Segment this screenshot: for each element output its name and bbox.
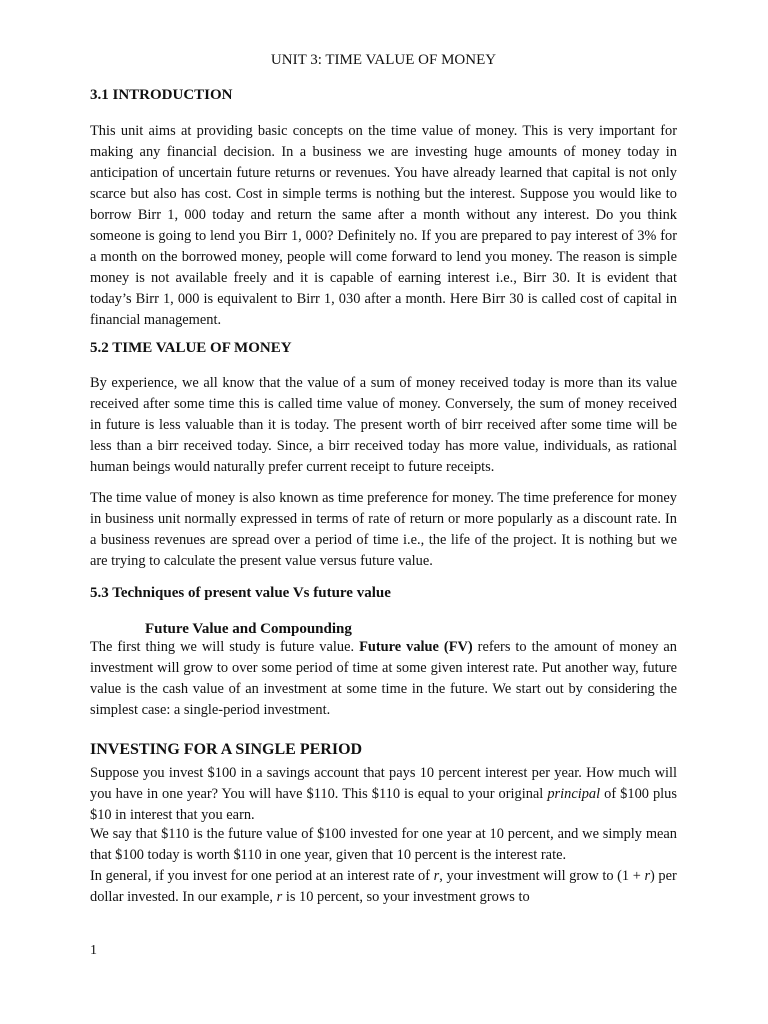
time-value-paragraph-1: By experience, we all know that the value of a sum of money received today is more than its value received after some time this is called time value of money. Conversely, the sum of money received in future is less valuable than it is today. The present worth of birr received after some time will be less than a birr received today. Since, a birr received today has more value, individuals, as rational human beings would naturally prefer current receipt to future receipts. [90, 375, 677, 475]
single-period-paragraph-2: We say that $110 is the future value of $100 invested for one year at 10 percent, and we simply mean that $100 today is worth $110 in one year, given that 10 percent is the interest rate. [90, 826, 677, 863]
page-number: 1 [90, 943, 97, 958]
document-title: UNIT 3: TIME VALUE OF MONEY [270, 52, 497, 68]
subheading-future-value: Future Value and Compounding [145, 621, 352, 637]
introduction-paragraph: This unit aims at providing basic concepts on the time value of money. This is very important for making any financial decision. In a business we are investing huge amounts of money today in anticipation of uncertain future returns or revenues. You have already learned that capital is not only scarce but also has cost. Cost in simple terms is nothing but the interest. Suppose you would like to borrow Birr 1, 000 today and return the same after a month without any interest. Do you think someone is going to lend you Birr 1, 000? Definitely no. If you are prepared to pay interest of 3% for a month on the borrowed money, people will come forward to lend you money. The reason is simple money is not available freely and it is capable of earning interest i.e., Birr 30. It is evident that today’s Birr 1, 000 is equivalent to Birr 1, 030 after a month. Here Birr 30 is called cost of capital in financial management. [90, 123, 677, 328]
section-heading-time-value: 5.2 TIME VALUE OF MONEY [90, 340, 292, 356]
single-period-text: of $100 plus $10 in interest that you earn. [90, 786, 677, 823]
future-value-lead-text: The first thing we will study is future value. [90, 639, 360, 655]
time-value-paragraph-2: The time value of money is also known as time preference for money. The time preference for money in business unit normally expressed in terms of rate of return or more popularly as a discount rate. In a business revenues are spread over a period of time i.e., the life of the project. It is nothing but we are trying to calculate the present value versus future value. [90, 490, 677, 569]
future-value-definition-text: refers to the amount of money an investment will grow to over some period of time at some given interest rate. Put another way, future value is the cash value of an investment at some time in the future. We start out by considering the simplest case: a single-period investment. [90, 639, 677, 718]
single-period-paragraph-3 [90, 866, 677, 908]
section-heading-introduction: 3.1 INTRODUCTION [90, 87, 233, 103]
single-period-text: ) per dollar invested. In our example, [90, 868, 677, 905]
rate-symbol: r [433, 868, 440, 884]
single-period-text: is 10 percent, so your investment grows to [282, 889, 530, 905]
rate-symbol: r [644, 868, 651, 884]
rate-symbol: r [276, 889, 283, 905]
section-heading-single-period: INVESTING FOR A SINGLE PERIOD [90, 741, 363, 758]
future-value-paragraph [90, 637, 677, 721]
single-period-text: In general, if you invest for one period at an interest rate of [90, 868, 434, 884]
section-heading-techniques: 5.3 Techniques of present value Vs future value [90, 585, 391, 601]
single-period-paragraph-1 [90, 763, 677, 826]
single-period-text: Suppose you invest $100 in a savings account that pays 10 percent interest per year. How much will you have in one year? You will have $110. This $110 is equal to your original [90, 765, 677, 802]
future-value-term: Future value (FV) [359, 639, 473, 655]
principal-term: principal [547, 786, 601, 802]
single-period-text: , your investment will grow to (1 + [439, 868, 645, 884]
